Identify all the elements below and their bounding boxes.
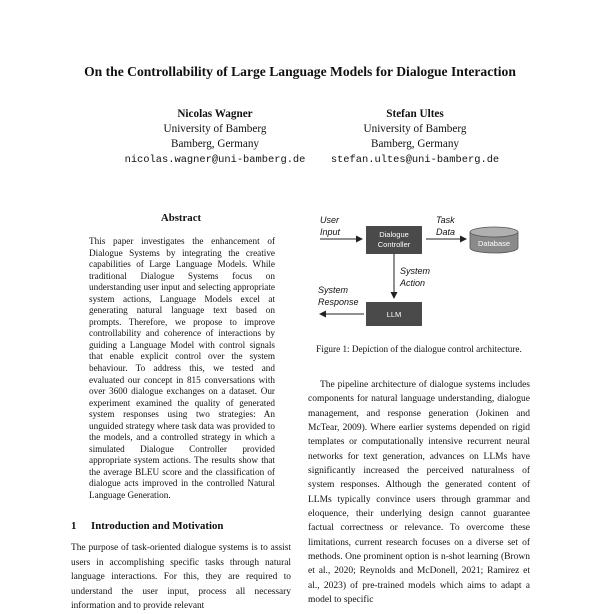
- task-data-line-1: Task: [436, 215, 455, 225]
- body-paragraph-text: The pipeline architecture of dialogue systems includes components for natural language understanding, dialogue management, and response generation (Jokinen and McTear, 2009). Where earlier systems depended on rigid templates or computationally intensive recurrent neural networks for text generation, advances on LLMs have significantly increased the perceived naturalness of system responses. Although the generated content of LLMs typically convince users through grammar and eloquence, their underlying design cannot guarantee factual correctness or relevance. To overcome these limitations, current research focuses on a diverse set of methods. One prominent option is n-shot learning (Brown et al., 2020; Reynolds and McDonell, 2021; Ramirez et al., 2023) of pre-trained models which aims to adapt a model to specific: [308, 380, 530, 606]
- system-response-line-1: System: [318, 285, 349, 295]
- paper-title: On the Controllability of Large Language Models for Dialogue Interaction: [84, 64, 516, 79]
- architecture-figure: [308, 208, 530, 338]
- user-input-label: [320, 215, 341, 237]
- abstract-text: This paper investigates the enhancement of Dialogue Systems by integrating the creative capabilities of Large Language Models. While traditional Dialogue Systems focus on understanding user input and selecting appropriate system actions, Language Models excel at generating natural language text based on prompts. Therefore, we propose to improve controllability and coherence of interactions by guiding a Language Model with control signals that enable explicit control over the system behaviour. To address this, we tested and evaluated our concept in 815 conversations with over 3600 dialogue exchanges on a dataset. Our experiment examined the quality of generated system responses using two strategies: An unguided strategy where task data was provided to the models, and a controlled strategy in which a simulated Dialogue Controller provided appropriate system actions. The results show that the average BLEU score and the classification of dialogue acts improved in the controlled Natural Language Generation.: [89, 236, 275, 501]
- section-title: Introduction and Motivation: [91, 520, 224, 532]
- architecture-diagram: [308, 208, 530, 338]
- body-paragraph: [308, 378, 530, 608]
- system-response-line-2: Response: [318, 297, 359, 307]
- author-email: nicolas.wagner@uni-bamberg.de: [124, 153, 306, 166]
- system-action-label: [399, 266, 431, 288]
- dialogue-controller-label: [378, 230, 411, 249]
- intro-paragraph: The purpose of task-oriented dialogue systems is to assist users in accomplishing specific tasks through natural language interactions. For this, they are required to understand the user input, process all necessary information and to provide relevant: [71, 543, 291, 612]
- user-input-line-2: Input: [320, 227, 341, 237]
- system-response-label: [318, 285, 359, 307]
- section-heading: [71, 520, 301, 532]
- author-email: stefan.ultes@uni-bamberg.de: [330, 153, 500, 166]
- abstract-heading: Abstract: [160, 212, 202, 224]
- database-label: Database: [477, 239, 511, 248]
- controller-line-1: Dialogue: [379, 230, 409, 239]
- figure-caption: Figure 1: Depiction of the dialogue control architecture.: [316, 344, 522, 354]
- author-location: Bamberg, Germany: [370, 138, 460, 151]
- author-block: [305, 107, 525, 168]
- task-data-label: [436, 215, 455, 237]
- llm-label: LLM: [386, 310, 402, 319]
- author-name: Stefan Ultes: [386, 108, 444, 120]
- controller-line-2: Controller: [377, 240, 411, 249]
- author-location: Bamberg, Germany: [170, 138, 260, 151]
- section-number: 1: [71, 520, 77, 532]
- author-block: [105, 107, 325, 168]
- task-data-line-2: Data: [436, 227, 456, 237]
- author-name: Nicolas Wagner: [177, 108, 253, 120]
- system-action-line-1: System: [400, 266, 431, 276]
- system-action-line-2: Action: [400, 278, 426, 288]
- author-affiliation: University of Bamberg: [163, 123, 267, 136]
- author-affiliation: University of Bamberg: [363, 123, 467, 136]
- user-input-line-1: User: [320, 215, 340, 225]
